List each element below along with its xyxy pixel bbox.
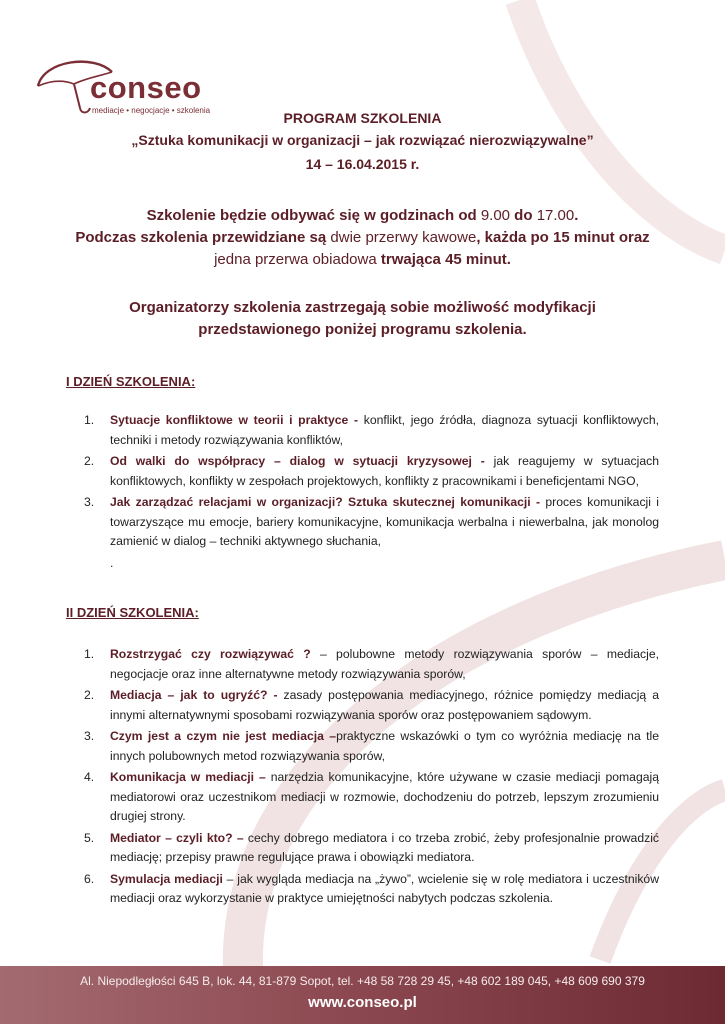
hours-end: 17.00 (536, 207, 575, 224)
breaks-line (40, 227, 685, 249)
list-item (66, 411, 659, 450)
item-number: 1. (84, 413, 95, 427)
item-number: 1. (84, 647, 95, 661)
item-title: Sytuacje konfliktowe w teorii i praktyce - (110, 413, 359, 427)
program-subtitle: „Sztuka komunikacji w organizacji – jak rozwiązać nierozwiązywalne” (131, 132, 594, 148)
item-title: Symulacja mediacji (110, 871, 223, 886)
schedule-info (40, 205, 685, 271)
item-number: 5. (84, 830, 95, 845)
item-text: konflikt, jego źródła, diagnoza sytuacji konfliktowych, techniki i metody rozwiązywania konfliktów, (110, 413, 660, 447)
lunch-line (40, 249, 685, 271)
item-text: cechy dobrego mediatora i co trzeba zrobić, żeby profesjonalnie prowadzić mediację; przepisy prawne regulujące prawa i obowiązki mediatora. (110, 830, 659, 864)
item-text: narzędzia komunikacyjne, które używane w czasie mediacji pomagają mediatorowi oraz uczestnikom mediacji w rozmowie, dochodzeniu do potrzeb, lepszym zrozumieniu drugiej strony. (110, 770, 659, 823)
item-title: Mediator – czyli kto? – (110, 830, 244, 845)
list-item (66, 493, 659, 552)
hours-to: do (510, 207, 537, 224)
day1-list (66, 411, 659, 575)
lunch-duration: trwająca 45 minut. (380, 251, 511, 268)
notice-line-2: przedstawionego poniżej programu szkolenia. (198, 321, 527, 338)
day2-heading: II DZIEŃ SZKOLENIA: (66, 605, 199, 620)
list-item (66, 645, 659, 684)
hours-start: 9.00 (480, 207, 511, 224)
breaks-text: Podczas szkolenia przewidziane są (75, 229, 331, 246)
item-title: Komunikacja w mediacji – (110, 770, 266, 784)
notice-line-1: Organizatorzy szkolenia zastrzegają sobie możliwość modyfikacji (129, 299, 596, 316)
lunch-break: jedna przerwa obiadowa (214, 251, 381, 268)
list-trailing (66, 554, 659, 574)
list-item (66, 686, 659, 725)
item-title: Jak zarządzać relacjami w organizacji? Sztuka skutecznej komunikacji - (110, 495, 541, 509)
item-title: Rozstrzygać czy rozwiązywać ? (110, 647, 311, 661)
list-item (66, 768, 659, 827)
coffee-breaks: dwie przerwy kawowe (330, 229, 477, 246)
modification-notice (40, 297, 685, 341)
program-date: 14 – 16.04.2015 r. (305, 156, 420, 172)
item-number: 2. (84, 454, 95, 468)
item-number: 4. (84, 770, 95, 784)
logo-tagline: mediacje • negocjacje • szkolenia (92, 106, 211, 115)
item-text: – polubowne metody rozwiązywania sporów – mediacje, negocjacje oraz inne alternatywne metody rozwiązywania sporów, (110, 647, 659, 681)
list-item (66, 727, 659, 766)
item-title: Czym jest a czym nie jest mediacja – (110, 729, 337, 743)
footer-website-link[interactable]: www.conseo.pl (308, 994, 417, 1011)
list-item (66, 870, 659, 909)
list-item (66, 829, 659, 868)
hours-text: Szkolenie będzie odbywać się w godzinach od (146, 207, 481, 224)
hours-dot: . (574, 207, 579, 224)
breaks-duration: , każda po 15 minut oraz (476, 229, 650, 246)
item-title: Od walki do współpracy – dialog w sytuacji kryzysowej - (110, 454, 485, 468)
program-title: PROGRAM SZKOLENIA (283, 110, 442, 126)
item-number: 2. (84, 688, 95, 702)
item-number: 6. (84, 871, 95, 886)
item-number: 3. (84, 729, 95, 743)
trailing-dot: . (110, 555, 114, 570)
day1-heading: I DZIEŃ SZKOLENIA: (66, 374, 196, 389)
logo-wordmark: conseo (90, 70, 202, 105)
item-title: Mediacja – jak to ugryźć? - (110, 688, 278, 702)
item-text: – jak wygląda mediacja na „żywo”, wcielenie się w rolę mediatora i uczestników mediacji oraz wykorzystanie w praktyce umiejętności nabytych podczas szkolenia. (110, 871, 659, 905)
footer-bar (0, 966, 725, 1024)
item-number: 3. (84, 495, 95, 509)
item-text: jak reagujemy w sytuacjach konfliktowych, konflikty w zespołach projektowych, konflikty z pracownikami i beneficjentami NGO, (110, 454, 659, 488)
day2-list (66, 645, 659, 911)
footer-address: Al. Niepodległości 645 B, lok. 44, 81-879 Sopot, tel. +48 58 728 29 45, +48 602 189 045, +48 609 690 379 (80, 974, 645, 988)
item-text: praktyczne wskazówki o tym co wyróżnia mediację na tle innych polubownych metod rozwiązywania sporów, (110, 729, 659, 763)
item-text: zasady postępowania mediacyjnego, różnice pomiędzy mediacją a innymi alternatywnymi sposobami rozwiązywania sporów oraz postępowaniem sądowym. (110, 688, 659, 722)
item-text: proces komunikacji i towarzyszące mu emocje, bariery komunikacyjne, komunikacja werbalna i niewerbalna, jak monolog zamienić w dialog – techniki aktywnego słuchania, (110, 495, 659, 548)
list-item (66, 452, 659, 491)
hours-line (40, 205, 685, 227)
